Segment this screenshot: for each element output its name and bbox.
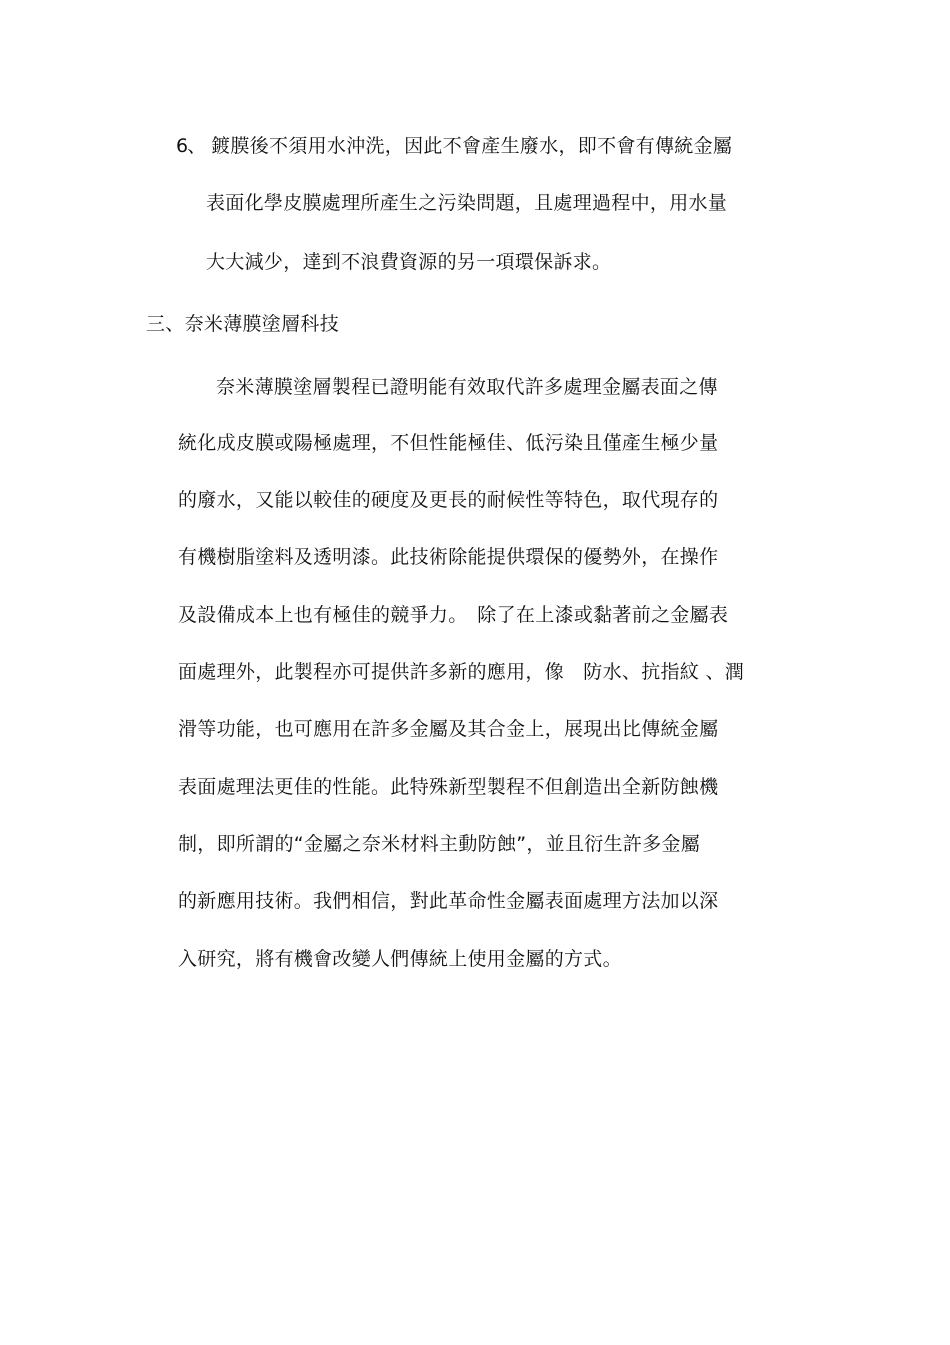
paragraph-line-10: 的新應用技術。我們相信，對此革命性金屬表面處理方法加以深 (178, 890, 719, 912)
item-6-line-1 (176, 134, 732, 158)
item-6-number: 6、 (176, 135, 206, 157)
item-6-line-3: 大大減少，達到不浪費資源的另一項環保訴求。 (206, 251, 612, 273)
paragraph-line-8: 表面處理法更佳的性能。此特殊新型製程不但創造出全新防蝕機 (178, 776, 719, 798)
item-6-line-2: 表面化學皮膜處理所產生之污染問題，且處理過程中，用水量 (206, 192, 728, 214)
section-3-heading: 三、奈米薄膜塗層科技 (146, 313, 340, 335)
paragraph-line-9: 制，即所謂的“金屬之奈米材料主動防蝕”，並且衍生許多金屬 (178, 833, 701, 855)
paragraph-line-11: 入研究，將有機會改變人們傳統上使用金屬的方式。 (178, 948, 622, 970)
item-6-text-1: 鍍膜後不須用水沖洗，因此不會產生廢水，即不會有傳統金屬 (211, 135, 733, 157)
paragraph-line-3: 的廢水，又能以較佳的硬度及更長的耐候性等特色，取代現存的 (178, 489, 719, 511)
paragraph-line-7: 滑等功能，也可應用在許多金屬及其合金上，展現出比傳統金屬 (178, 718, 719, 740)
paragraph-line-6: 面處理外，此製程亦可提供許多新的應用，像 防水、抗指紋 、潤 (178, 661, 745, 683)
paragraph-line-4: 有機樹脂塗料及透明漆。此技術除能提供環保的優勢外，在操作 (178, 546, 719, 568)
paragraph-line-2: 統化成皮膜或陽極處理，不但性能極佳、低污染且僅產生極少量 (178, 432, 719, 454)
paragraph-line-5: 及設備成本上也有極佳的競爭力。 除了在上漆或黏著前之金屬表 (178, 604, 729, 626)
paragraph-line-1: 奈米薄膜塗層製程已證明能有效取代許多處理金屬表面之傳 (216, 376, 718, 398)
